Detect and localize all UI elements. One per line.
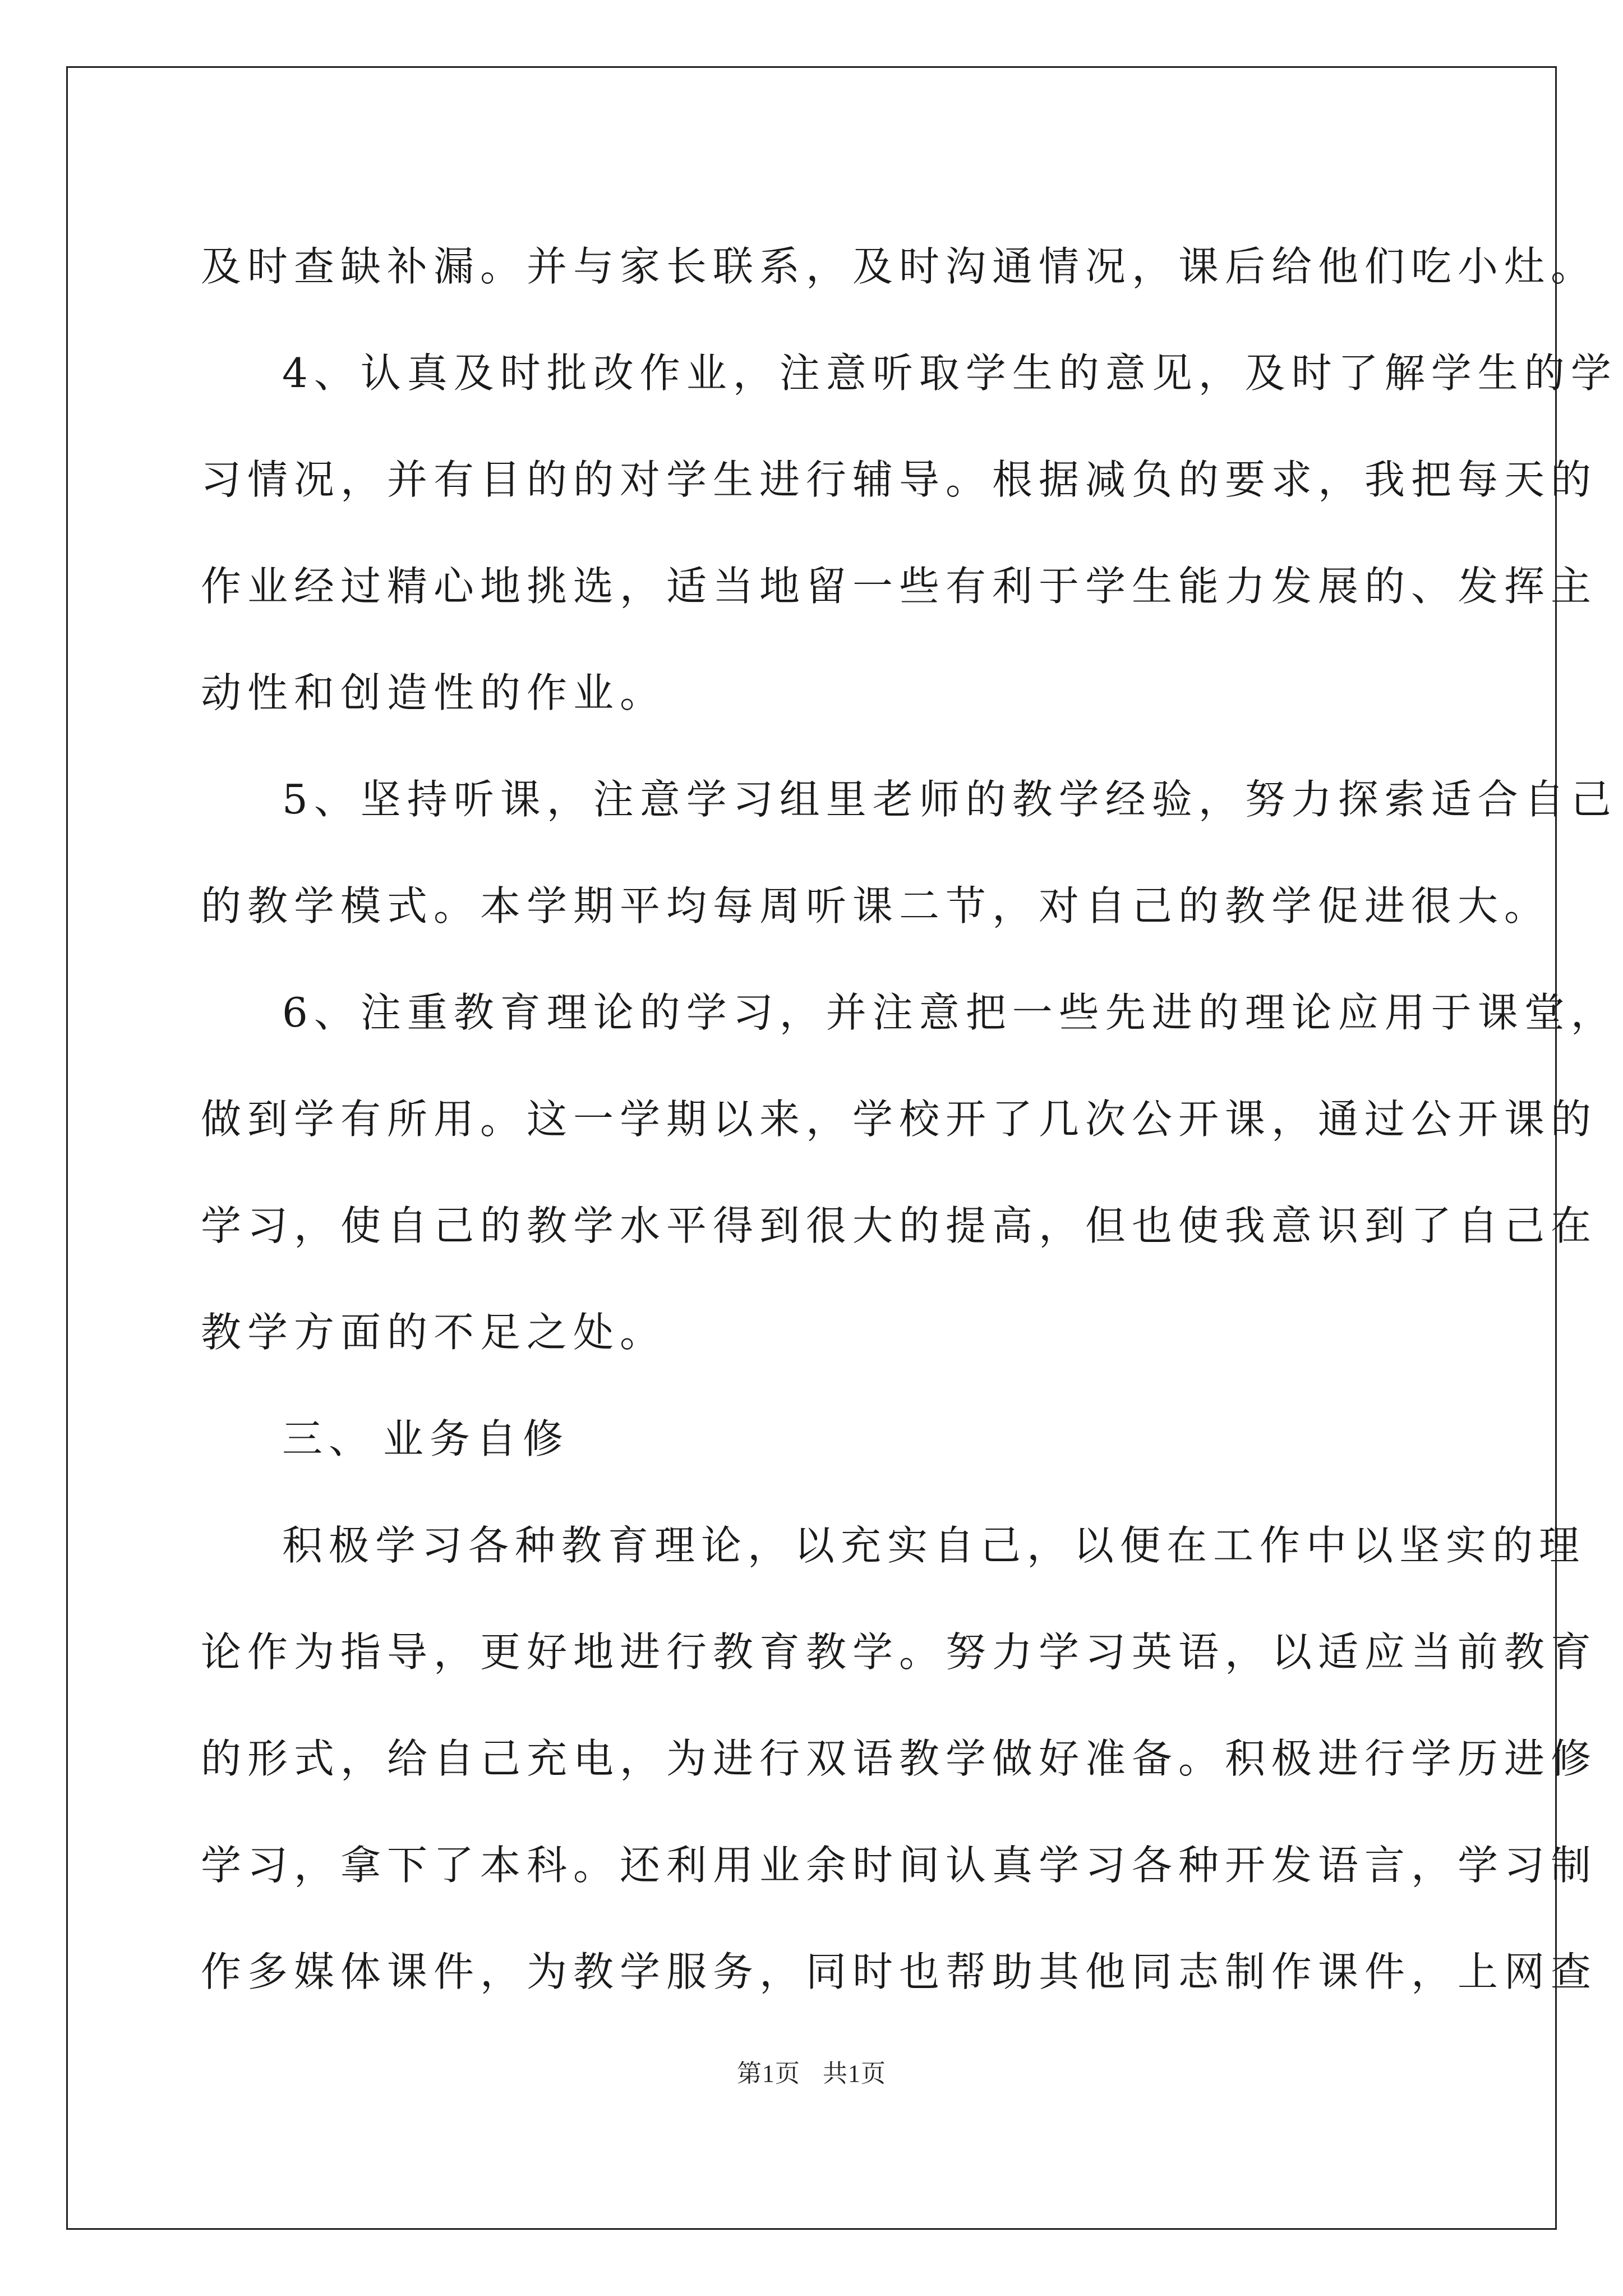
paragraph-line: 的教学模式。本学期平均每周听课二节，对自己的教学促进很大。 (201, 882, 1551, 930)
paragraph-line: 5、坚持听课，注意学习组里老师的教学经验，努力探索适合自己 (282, 776, 1617, 823)
paragraph-line: 学习，使自己的教学水平得到很大的提高，但也使我意识到了自己在 (201, 1202, 1598, 1249)
document-body (201, 213, 1617, 2025)
paragraph-line: 及时查缺补漏。并与家长联系，及时沟通情况，课后给他们吃小灶。 (201, 243, 1598, 290)
paragraph-line: 动性和创造性的作业。 (201, 669, 667, 716)
paragraph-line: 做到学有所用。这一学期以来，学校开了几次公开课，通过公开课的 (201, 1096, 1598, 1143)
paragraph-line: 作业经过精心地挑选，适当地留一些有利于学生能力发展的、发挥主 (201, 563, 1598, 610)
paragraph-line: 教学方面的不足之处。 (201, 1309, 667, 1356)
section-number: 三、 (282, 1415, 376, 1462)
paragraph-line: 4、认真及时批改作业，注意听取学生的意见，及时了解学生的学 (282, 349, 1617, 397)
paragraph-line: 6、注重教育理论的学习，并注意把一些先进的理论应用于课堂， (282, 989, 1617, 1036)
section-title: 业务自修 (383, 1415, 570, 1462)
paragraph-line: 的形式，给自己充电，为进行双语教学做好准备。积极进行学历进修 (201, 1735, 1598, 1782)
paragraph-line: 作多媒体课件，为教学服务，同时也帮助其他同志制作课件，上网查 (201, 1948, 1598, 1995)
page-footer (0, 2053, 1623, 2089)
paragraph-line: 学习，拿下了本科。还利用业余时间认真学习各种开发语言，学习制 (201, 1842, 1598, 1889)
page-total: 共1页 (823, 2060, 886, 2087)
paragraph-line: 积极学习各种教育理论，以充实自己，以便在工作中以坚实的理 (282, 1522, 1586, 1569)
paragraph-line: 论作为指导，更好地进行教育教学。努力学习英语，以适应当前教育 (201, 1628, 1598, 1676)
section-heading (201, 1386, 1435, 1492)
paragraph-line: 习情况，并有目的的对学生进行辅导。根据减负的要求，我把每天的 (201, 456, 1598, 503)
page-number: 第1页 (737, 2060, 800, 2087)
